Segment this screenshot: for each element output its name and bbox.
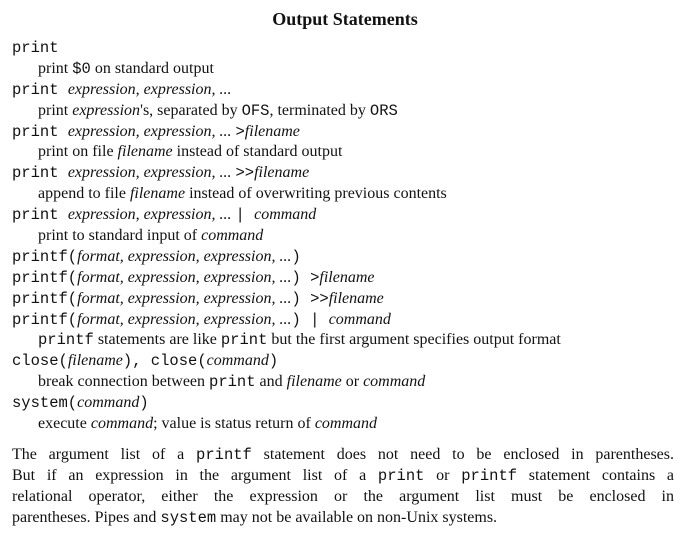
- statement-line: printf(format, expression, expression, ...) >>filename: [12, 289, 384, 308]
- description-line: print on file filename instead of standard output: [38, 143, 343, 161]
- statement-line: print expression, expression, ... | command: [12, 206, 317, 225]
- paragraph-line: relational operator, either the expression or the argument list must be enclosed in: [12, 487, 674, 505]
- description-line: break connection between print and filename or command: [38, 373, 426, 392]
- description-line: execute command; value is status return of command: [38, 415, 378, 433]
- description-line: print to standard input of command: [38, 227, 264, 245]
- paragraph-line: The argument list of a printf statement does not need to be enclosed in parentheses.: [12, 445, 675, 464]
- page-title: Output Statements: [272, 9, 418, 29]
- description-line: printf statements are like print but the first argument specifies output format: [38, 331, 561, 350]
- description-line: append to file filename instead of overwriting previous contents: [38, 185, 447, 203]
- statement-line: print expression, expression, ...: [12, 80, 232, 99]
- description-line: print $0 on standard output: [38, 59, 214, 78]
- statement-line: print expression, expression, ... >>filename: [12, 164, 310, 183]
- paragraph-line: But if an expression in the argument list of a print or printf statement contains a: [12, 466, 675, 485]
- statement-line: print expression, expression, ... >filename: [12, 122, 300, 141]
- statement-line: printf(format, expression, expression, ...) >filename: [12, 268, 375, 287]
- statement-line: printf(format, expression, expression, ...) | command: [12, 310, 391, 329]
- statement-list: [12, 38, 678, 435]
- statement-line: system(command): [12, 394, 149, 413]
- statement-line: [12, 38, 678, 59]
- explanation-paragraph: [12, 444, 678, 528]
- statement-line: close(filename), close(command): [12, 352, 279, 371]
- paragraph-line: parentheses. Pipes and system may not be available on non-Unix systems.: [12, 508, 498, 527]
- description-line: print expression's, separated by OFS, terminated by ORS: [38, 101, 398, 120]
- code: print: [12, 39, 59, 57]
- statement-line: printf(format, expression, expression, ...): [12, 247, 301, 266]
